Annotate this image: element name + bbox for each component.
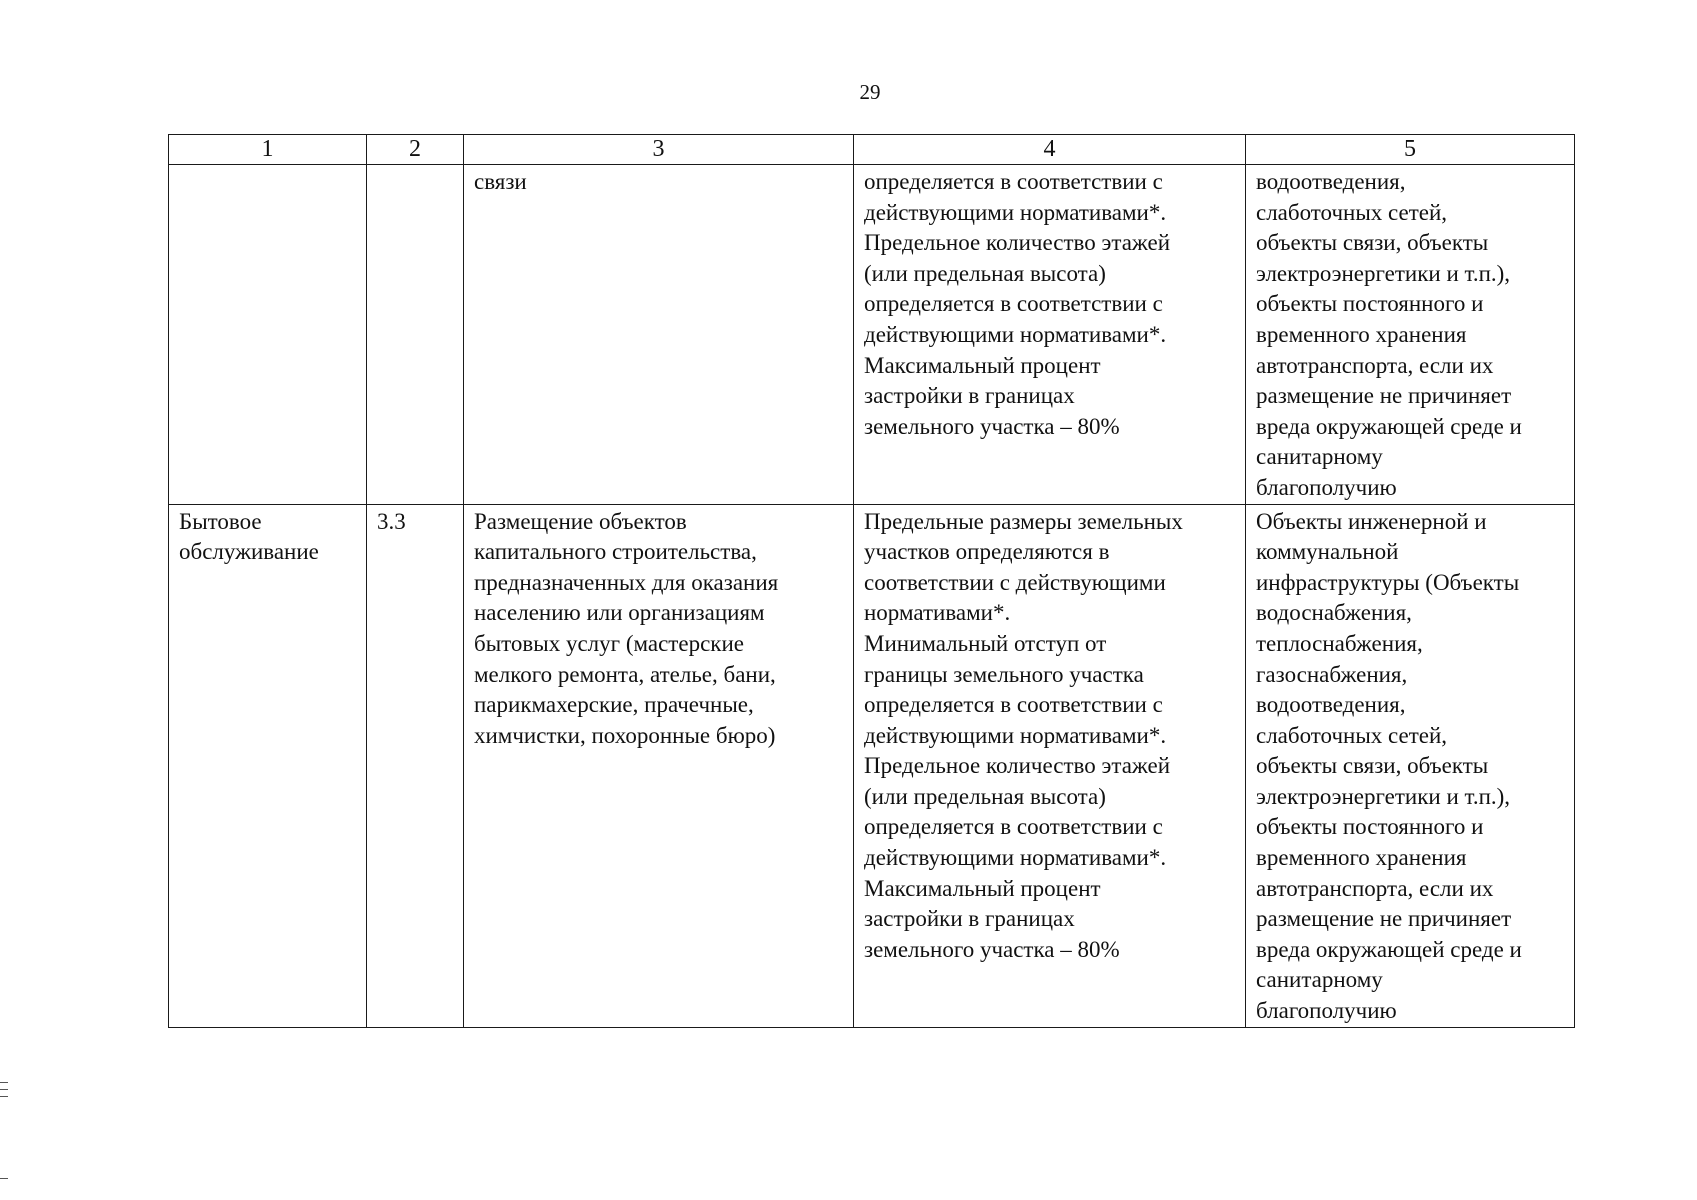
scan-margin-mark [0,1089,8,1090]
table-row [169,504,1575,1027]
parameters-cell [854,165,1246,505]
parameters-cell [854,504,1246,1027]
auxiliary-uses-text: водоотведения, слаботочных сетей, объекты связи, объекты электроэнергетики и т.п.), объекты постоянного и временного хранения автотранспорта, если их размещение не причиняет вреда окружающей среде и санитарному благополучию [1256,169,1522,500]
column-header-5: 5 [1246,135,1575,165]
parameters-text: определяется в соответствии с действующими нормативами*. Предельное количество этажей (или предельная высота) определяется в соответствии с действующими нормативами*. Максимальный процент застройки в границах земельного участка – 80% [864,169,1171,439]
description-text: Размещение объектов капитального строительства, предназначенных для оказания населению или организациям бытовых услуг (мастерские мелкого ремонта, ателье, бани, парикмахерские, прачечные, химчистки, похоронные бюро) [474,508,779,748]
column-header-4: 4 [854,135,1246,165]
table-row [169,165,1575,505]
scan-margin-mark [0,1082,8,1083]
auxiliary-uses-text: Объекты инженерной и коммунальной инфраструктуры (Объекты водоснабжения, теплоснабжения, газоснабжения, водоотведения, слаботочных сетей, объекты связи, объекты электроэнергетики и т.п.), объекты постоянного и временного хранения автотранспорта, если их размещение не причиняет вреда окружающей среде и санитарному благополучию [1256,508,1522,1024]
use-type-cell [169,165,367,505]
auxiliary-uses-cell [1246,504,1575,1027]
code-cell [367,504,464,1027]
column-header-3: 3 [464,135,854,165]
parameters-text: Предельные размеры земельных участков определяются в соответствии с действующими нормативами*. Минимальный отступ от границы земельного участка определяется в соответствии с действующими нормативами*. Предельное количество этажей (или предельная высота) определяется в соответствии с действующими нормативами*. Максимальный процент застройки в границах земельного участка – 80% [864,508,1183,962]
scan-margin-mark [0,1178,8,1179]
land-use-table [168,134,1575,1028]
column-header-2: 2 [367,135,464,165]
auxiliary-uses-cell [1246,165,1575,505]
use-type-cell [169,504,367,1027]
scan-margin-mark [0,1096,8,1097]
code-text: 3.3 [377,508,406,534]
table-header-row [169,135,1575,165]
description-cell [464,165,854,505]
code-cell [367,165,464,505]
use-type-text: Бытовое обслуживание [179,508,319,565]
page-number: 29 [859,80,881,104]
description-cell [464,504,854,1027]
description-text: связи [474,169,527,194]
column-header-1: 1 [169,135,367,165]
